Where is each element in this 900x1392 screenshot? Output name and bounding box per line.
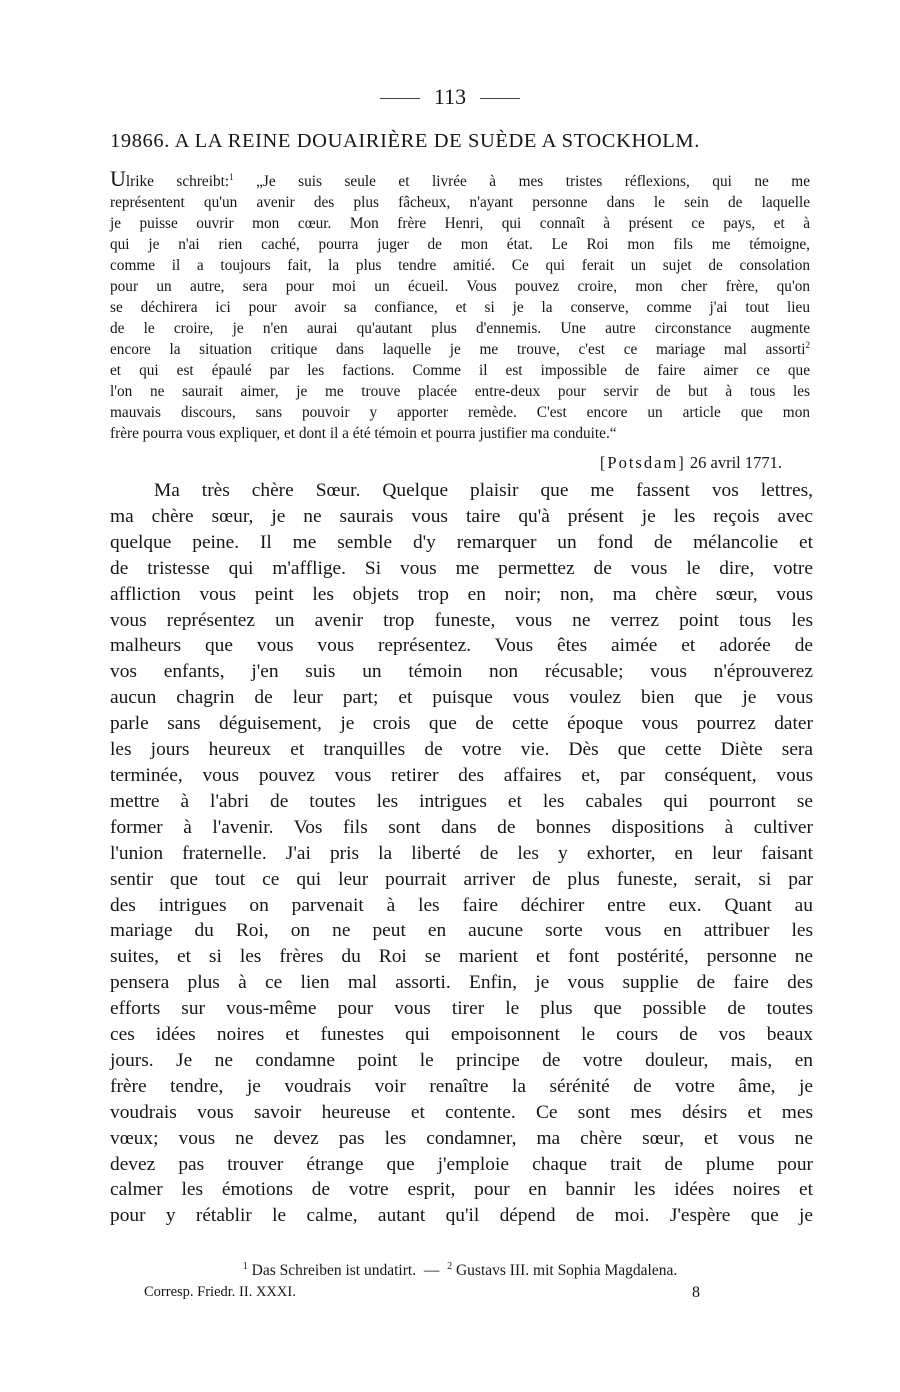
footnote-line [110, 1262, 810, 1280]
intro-line: de le croire, je n'en aurai qu'autant plus d'ennemis. Une autre circonstance augmente [110, 320, 810, 337]
intro-prefix [110, 166, 230, 191]
letter-line: terminée, vous pouvez vous retirer des affaires et, par conséquent, vous [110, 764, 813, 786]
intro-prefix-rest: lrike schreibt: [125, 173, 230, 190]
signature-line [110, 1284, 810, 1306]
intro-line: je puisse ouvrir mon cœur. Mon frère Henri, qui connaît à présent ce pays, et à [110, 215, 810, 232]
letter-line: pensera plus à ce lien mal assorti. Enfin, je vous supplie de faire des [110, 972, 813, 994]
intro-line: qui je n'ai rien caché, pourra juger de mon état. Le Roi mon fils me témoigne, [110, 236, 810, 253]
intro-line: frère pourra vous expliquer, et dont il a été témoin et pourra justifier ma conduite.“ [110, 425, 617, 442]
intro-line [110, 339, 810, 360]
dateline [600, 453, 782, 473]
letter-line: quelque peine. Il me semble d'y remarquer un fond de mélancolie et [110, 531, 813, 553]
letter-line: voudrais vous savoir heureuse et contente. Ce sont mes désirs et mes [110, 1101, 813, 1123]
letter-line: ma chère sœur, je ne saurais vous taire qu'à présent je les reçois avec [110, 505, 813, 527]
footnote-separator: — [423, 1262, 440, 1279]
letter-line: vos enfants, j'en suis un témoin non récusable; vous n'éprouverez [110, 661, 813, 683]
intro-line: l'on ne saurait aimer, je me trouve placée entre-deux pour servir de but à tous les [110, 383, 810, 400]
letter-line: sentir que tout ce qui leur pourrait arriver de plus funeste, serait, si par [110, 868, 813, 890]
dateline-date: 26 avril 1771. [689, 453, 782, 472]
intro-line: pour un autre, sera pour moi un écueil. Vous pouvez croire, mon cher frère, qu'on [110, 278, 810, 295]
letter-line: de tristesse qui m'afflige. Si vous me permettez de vous le dire, votre [110, 557, 813, 579]
letter-line: frère tendre, je voudrais voir renaître la sérénité de votre âme, je [110, 1075, 813, 1097]
letter-line: Ma très chère Sœur. Quelque plaisir que me fassent vos lettres, [154, 480, 813, 501]
letter-body [110, 478, 813, 1229]
letter-line: mettre à l'abri de toutes les intrigues et les cabales qui pourront se [110, 790, 813, 812]
footnote-2: Gustavs III. mit Sophia Magdalena. [455, 1262, 678, 1279]
letter-line: affliction vous peint les objets trop en noir; non, ma chère sœur, vous [110, 583, 813, 605]
page-header [0, 84, 900, 110]
intro-initial: U [110, 166, 126, 191]
footnote-ref: 1 [229, 171, 234, 182]
header-rule-right [480, 98, 520, 99]
letter-line: mariage du Roi, on ne peut en aucune sorte vous en attribuer les [110, 920, 813, 942]
footnote-ref: 2 [805, 339, 810, 350]
footnotes [110, 1262, 810, 1306]
letter-line: ces idées noires et funestes qui empoisonnent le cours de vos beaux [110, 1024, 813, 1046]
signature-reference: Corresp. Friedr. II. XXXI. [144, 1284, 296, 1300]
letter-line: efforts sur vous-même pour vous tirer le plus que possible de toutes [110, 998, 813, 1020]
letter-heading: 19866. A LA REINE DOUAIRIÈRE DE SUÈDE A STOCKHOLM. [110, 130, 700, 152]
letter-line: pour y rétablir le calme, autant qu'il dépend de moi. J'espère que je [110, 1205, 813, 1227]
footnote-marker: 2 [447, 1260, 453, 1272]
header-rule-left [380, 98, 420, 99]
intro-line-text: „Je suis seule et livrée à mes tristes réflexions, qui ne me [256, 173, 810, 190]
letter-line: jours. Je ne condamne point le principe de votre douleur, mais, en [110, 1049, 813, 1071]
letter-line: aucun chagrin de leur part; et puisque vous voulez bien que je vous [110, 687, 813, 709]
letter-line: des intrigues on parvenait à les faire déchirer entre eux. Quant au [110, 894, 813, 916]
signature-number: 8 [692, 1284, 700, 1301]
letter-line: calmer les émotions de votre esprit, pour en bannir les idées noires et [110, 1179, 813, 1201]
letter-line: les jours heureux et tranquilles de votre vie. Dès que cette Diète sera [110, 739, 813, 761]
intro-line: se déchirera ici pour avoir sa confiance, et si je la conserve, comme j'ai tout lieu [110, 299, 810, 316]
intro-line [110, 168, 810, 192]
intro-line: comme il a toujours fait, la plus tendre amitié. Ce qui ferait un sujet de consolation [110, 257, 810, 274]
letter-line: former à l'avenir. Vos fils sont dans de bonnes dispositions à cultiver [110, 816, 813, 838]
footnote-1: Das Schreiben ist undatirt. [251, 1262, 417, 1279]
letter-line: devez pas trouver étrange que j'emploie chaque trait de plume pour [110, 1153, 813, 1175]
intro-line: mauvais discours, sans pouvoir y apporter remède. C'est encore un article que mon [110, 404, 810, 421]
intro-line-text: encore la situation critique dans laquelle je me trouve, c'est ce mariage mal assorti [110, 341, 806, 358]
footnote-marker: 1 [242, 1260, 248, 1272]
letter-line: vous représentez un avenir trop funeste, vous ne verrez point tous les [110, 609, 813, 631]
letter-line: malheurs que vous vous représentez. Vous êtes aimée et adorée de [110, 635, 813, 657]
intro-quotation [110, 168, 810, 444]
letter-line: l'union fraternelle. J'ai pris la liberté de les y exhorter, en leur faisant [110, 842, 813, 864]
dateline-place: [Potsdam] [599, 453, 686, 472]
letter-line: vœux; vous ne devez pas les condamner, ma chère sœur, et vous ne [110, 1127, 813, 1149]
intro-line: et qui est épaulé par les factions. Comme il est impossible de faire aimer ce que [110, 362, 810, 379]
letter-line: suites, et si les frères du Roi se marient et font postérité, personne ne [110, 946, 813, 968]
page-number: 113 [433, 84, 467, 109]
intro-line: représentent qu'un avenir des plus fâcheux, n'ayant personne dans le sein de laquelle [110, 194, 810, 211]
letter-line: parle sans déguisement, je crois que de cette époque vous pourrez dater [110, 713, 813, 735]
